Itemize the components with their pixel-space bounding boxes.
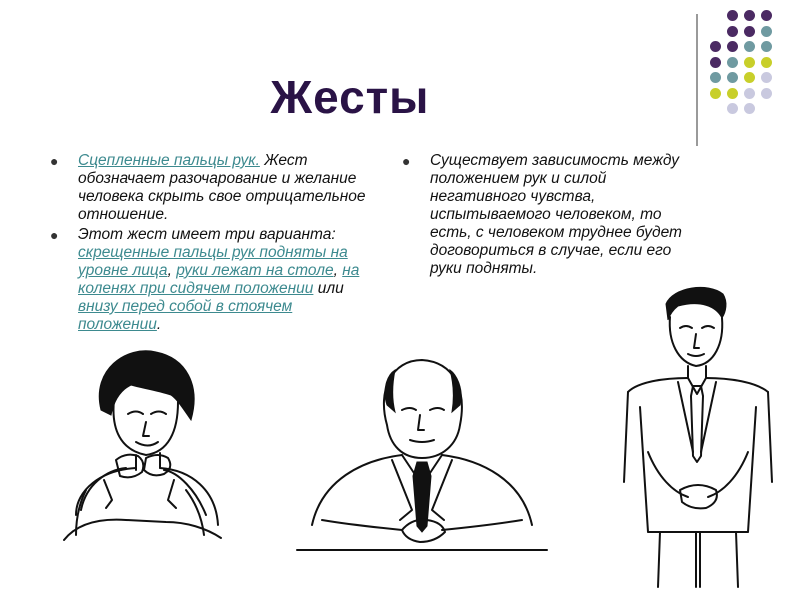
decorative-dot bbox=[710, 57, 721, 68]
list-item bbox=[400, 152, 705, 278]
link-variant-table[interactable]: руки лежат на столе bbox=[176, 262, 334, 279]
bullet-text: Существует зависимость между положением рук и силой негативного чувства, испытываемого человеком, то есть, с человеком труднее будет договориться в случае, если его руки подняты. bbox=[430, 152, 682, 277]
decorative-dot bbox=[761, 26, 772, 37]
decorative-dot bbox=[744, 57, 755, 68]
bullet-icon: ● bbox=[50, 153, 59, 169]
decorative-dot bbox=[727, 57, 738, 68]
end-text: . bbox=[156, 316, 162, 333]
decorative-dot bbox=[710, 41, 721, 52]
decorative-dot bbox=[727, 10, 738, 21]
decorative-dot bbox=[744, 88, 755, 99]
link-variant-standing[interactable]: внизу перед собой в стоячем положении bbox=[78, 298, 293, 333]
man-at-table-sketch-icon bbox=[292, 350, 552, 560]
bullet-icon: ● bbox=[402, 153, 411, 169]
decorative-dot bbox=[744, 103, 755, 114]
decorative-dot bbox=[744, 10, 755, 21]
decorative-dot bbox=[761, 41, 772, 52]
decorative-dot bbox=[761, 72, 772, 83]
separator-text: , bbox=[167, 262, 177, 279]
decorative-dot bbox=[727, 103, 738, 114]
decorative-dot bbox=[744, 26, 755, 37]
list-item bbox=[48, 226, 378, 334]
decorative-dot bbox=[710, 72, 721, 83]
decorative-dot bbox=[710, 88, 721, 99]
link-clasped-fingers[interactable]: Сцепленные пальцы рук. bbox=[78, 152, 260, 169]
slide-title: Жесты bbox=[270, 71, 430, 123]
decorative-dot bbox=[727, 41, 738, 52]
separator-text: , bbox=[333, 262, 343, 279]
decorative-dot bbox=[727, 88, 738, 99]
decorative-dot bbox=[744, 41, 755, 52]
standing-man-sketch-icon bbox=[618, 282, 778, 592]
decorative-dot bbox=[761, 10, 772, 21]
link-variant-knees[interactable]: на коленях при сидячем положении bbox=[78, 262, 360, 297]
decorative-dot bbox=[727, 26, 738, 37]
bullet-text: Жест обозначает разочарование и желание человека скрыть свое отрицательное отношение. bbox=[78, 152, 366, 223]
decorative-dot-grid bbox=[710, 10, 790, 130]
separator-text: или bbox=[313, 280, 344, 297]
bullet-text: Этот жест имеет три варианта: bbox=[78, 226, 336, 243]
woman-sketch-icon bbox=[56, 340, 226, 560]
decorative-dot bbox=[761, 88, 772, 99]
left-text-column bbox=[48, 152, 378, 336]
decorative-dot bbox=[744, 72, 755, 83]
decorative-dot bbox=[727, 72, 738, 83]
link-variant-face[interactable]: скрещенные пальцы рук подняты на уровне лица bbox=[78, 244, 348, 279]
right-text-column bbox=[400, 152, 705, 280]
list-item bbox=[48, 152, 378, 224]
bullet-icon: ● bbox=[50, 227, 59, 243]
decorative-dot bbox=[761, 57, 772, 68]
